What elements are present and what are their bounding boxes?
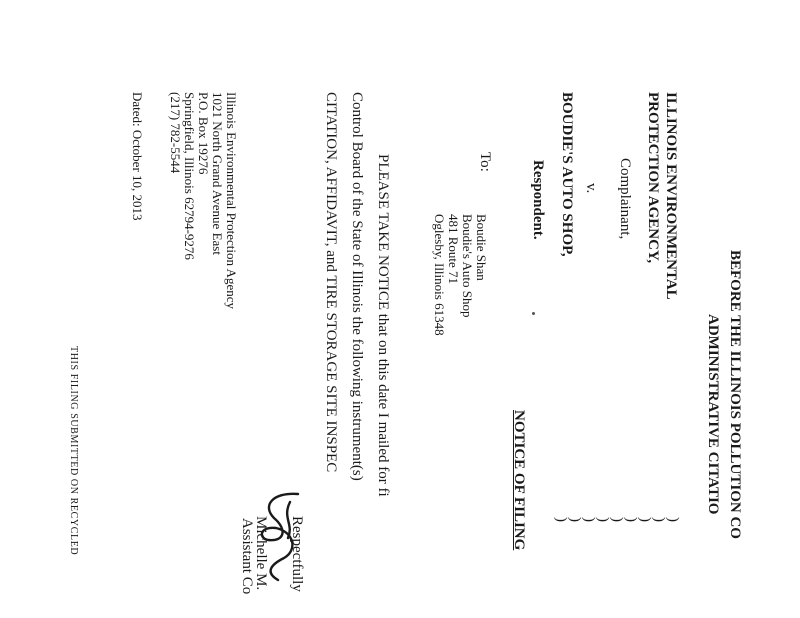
agency-address-line-1: Illinois Environmental Protection Agency [224, 92, 239, 309]
closing-respectfully: Respectfully [289, 516, 305, 592]
agency-address-line-2: 1021 North Grand Avenue East [210, 92, 225, 255]
addressee-line-2: Boudie's Auto Shop [460, 214, 475, 318]
body-line-3: CITATION, AFFIDAVIT, and TIRE STORAGE SITE INSPEC [323, 92, 339, 473]
caption-line-1: BEFORE THE ILLINOIS POLLUTION CO [727, 250, 743, 539]
versus: v. [583, 183, 599, 194]
complainant-role: Complainant, [617, 158, 633, 240]
to-label: To: [477, 152, 493, 172]
addressee-line-4: Oglesby, Illinois 61348 [432, 214, 447, 336]
body-line-1: PLEASE TAKE NOTICE that on this date I mailed for fi [375, 154, 391, 497]
complainant-name-line-2: PROTECTION AGENCY, [645, 92, 661, 264]
bracket: ) [553, 517, 569, 522]
bracket: ) [637, 517, 653, 522]
signer-title: Assistant Co [239, 518, 255, 595]
bracket: ) [651, 517, 667, 522]
notice-heading: NOTICE OF FILING [511, 410, 527, 551]
agency-address-line-3: P.O. Box 19276 [196, 92, 211, 175]
respondent-name: BOUDIE'S AUTO SHOP, [559, 92, 575, 257]
scan-speck [532, 312, 535, 315]
dated-line: Dated: October 10, 2013 [130, 92, 145, 221]
bracket: ) [623, 517, 639, 522]
addressee-line-3: 481 Route 71 [446, 214, 461, 285]
recycled-paper-footer: THIS FILING SUBMITTED ON RECYCLED [68, 346, 79, 556]
addressee-line-1: Boudie Shan [474, 214, 489, 281]
complainant-name-line-1: ILLINOIS ENVIRONMENTAL [663, 92, 679, 300]
bracket: ) [609, 517, 625, 522]
bracket: ) [581, 517, 597, 522]
agency-address-line-4: Springfield, Illinois 62794-9276 [182, 92, 197, 260]
bracket: ) [595, 517, 611, 522]
respondent-role: Respondent. [530, 160, 546, 240]
bracket: ) [567, 517, 583, 522]
body-line-2: Control Board of the State of Illinois the following instrument(s) [349, 92, 365, 481]
signer-name: Michelle M. [253, 516, 269, 591]
agency-address-line-5: (217) 782-5544 [168, 92, 183, 174]
bracket: ) [665, 517, 681, 522]
caption-line-2: ADMINISTRATIVE CITATIO [705, 314, 721, 515]
